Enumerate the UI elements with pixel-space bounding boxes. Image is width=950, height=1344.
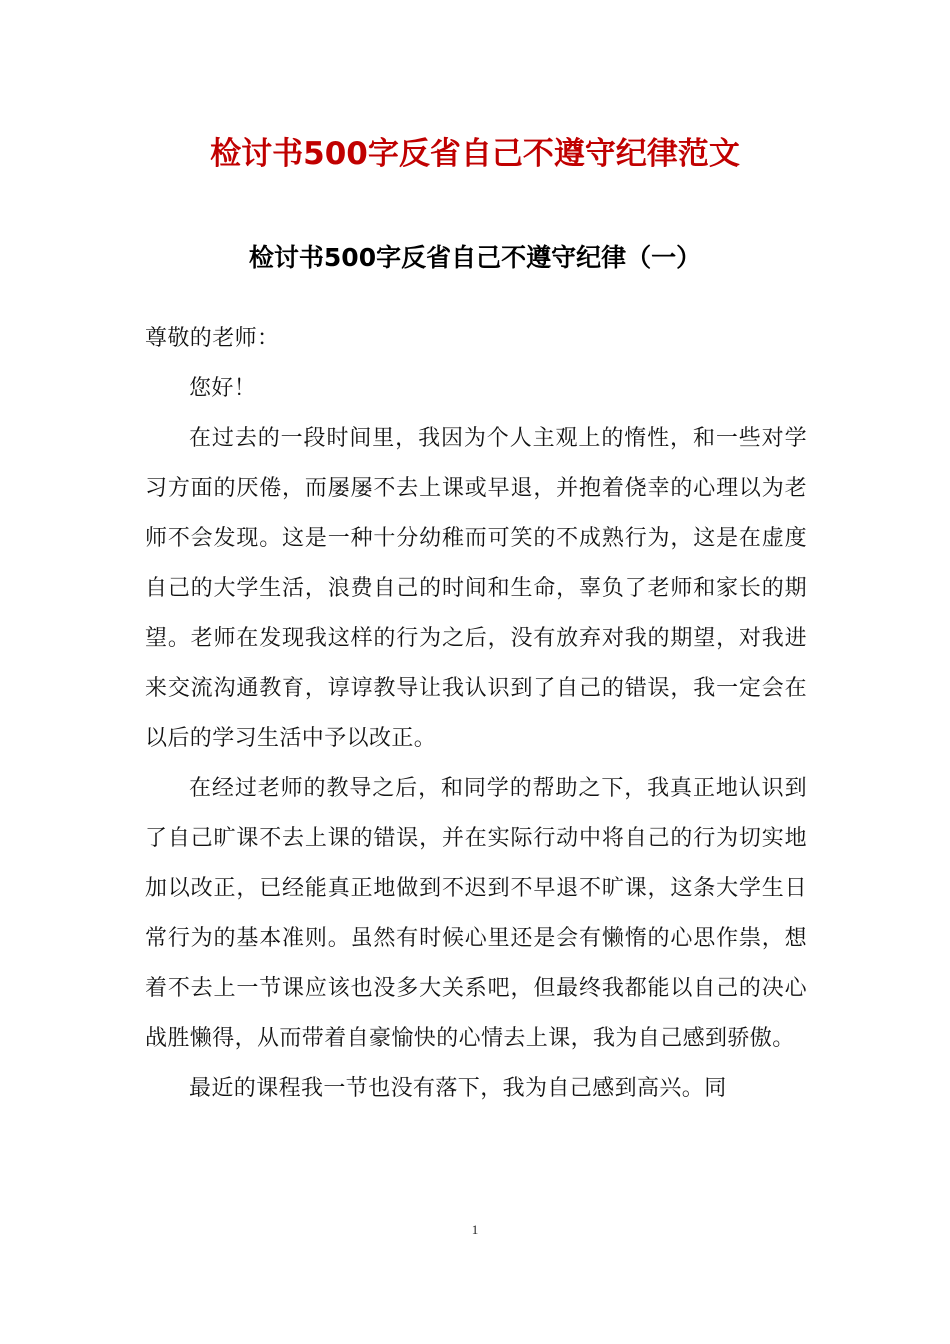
- greeting: 您好！: [189, 376, 257, 401]
- paragraph-1: 在过去的一段时间里，我因为个人主观上的惰性，和一些对学习方面的厌倦，而屡屡不去上课或早退，并抱着侥幸的心理以为老师不会发现。这是一种十分幼稚而可笑的不成熟行为，这是在虚度自己的大学生活，浪费自己的时间和生命，辜负了老师和家长的期望。老师在发现我这样的行为之后，没有放弃对我的期望，对我进来交流沟通教育，谆谆教导让我认识到了自己的错误，我一定会在以后的学习生活中予以改正。: [145, 426, 807, 751]
- document-title: 检讨书500字反省自己不遵守纪律范文: [210, 136, 740, 172]
- paragraph-3: 最近的课程我一节也没有落下，我为自己感到高兴。同: [189, 1076, 727, 1101]
- paragraph-2: 在经过老师的教导之后，和同学的帮助之下，我真正地认识到了自己旷课不去上课的错误，并在实际行动中将自己的行为切实地加以改正，已经能真正地做到不迟到不早退不旷课，这条大学生日常行为的基本准则。虽然有时候心里还是会有懒惰的心思作祟，想着不去上一节课应该也没多大关系吧，但最终我都能以自己的决心战胜懒得，从而带着自豪愉快的心情去上课，我为自己感到骄傲。: [145, 776, 807, 1051]
- section-heading: 检讨书500字反省自己不遵守纪律（一）: [248, 243, 702, 272]
- salutation: 尊敬的老师：: [145, 326, 280, 351]
- page-number: 1: [471, 1222, 479, 1237]
- document-body: [145, 314, 807, 1114]
